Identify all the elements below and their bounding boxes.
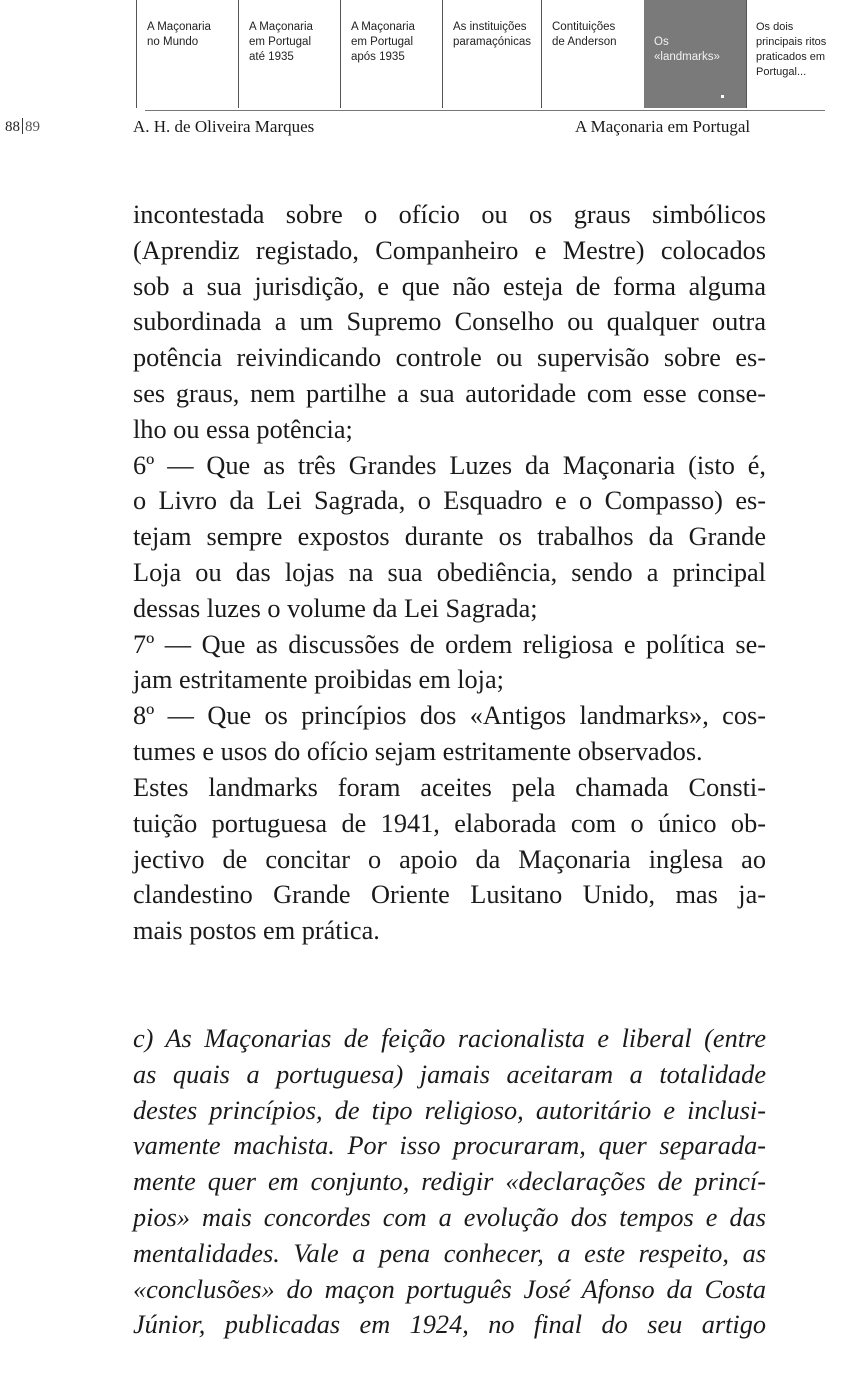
nav-tab-dois-ritos[interactable]: Os dois principais ritos praticados em Portugal... (756, 21, 827, 78)
page-numbers (5, 118, 40, 136)
text-line: (Aprendiz registado, Companheiro e Mestre) colocados (133, 235, 766, 265)
text-line: o Livro da Lei Sagrada, o Esquadro e o Compasso) es- (133, 486, 766, 516)
text-line: ses graus, nem partilhe a sua autoridade com esse conse- (133, 378, 766, 408)
nav-tab-portugal-ate-1935[interactable]: A Maçonaria em Portugal até 1935 (249, 21, 313, 63)
text-line: tuição portuguesa de 1941, elaborada com o único ob- (133, 808, 766, 838)
text-line: Loja ou das lojas na sua obediência, sendo a principal (133, 557, 766, 587)
text-line: subordinada a um Supremo Conselho ou qualquer outra (133, 307, 766, 337)
text-line: potência reivindicando controle ou supervisão sobre es- (133, 343, 766, 373)
text-line: clandestino Grande Oriente Lusitano Unido, mas ja- (133, 880, 766, 910)
nav-tab-landmarks[interactable] (644, 0, 746, 108)
text-line: dessas luzes o volume da Lei Sagrada; (133, 593, 538, 623)
text-line: destes princípios, de tipo religioso, autoritário e inclusi- (133, 1095, 766, 1125)
text-line: tumes e usos do ofício sejam estritamente observados. (133, 736, 703, 766)
text-line: vamente machista. Por isso procuraram, quer separada- (133, 1131, 766, 1161)
text-line: mais postos em prática. (133, 916, 380, 946)
text-line: 6º — Que as três Grandes Luzes da Maçonaria (isto é, (133, 450, 766, 480)
text-line: jam estritamente proibidas em loja; (133, 665, 504, 695)
running-head-title: A Maçonaria em Portugal (575, 117, 751, 136)
header-rule (145, 110, 825, 111)
text-line: «conclusões» do maçon português José Afonso da Costa (133, 1274, 766, 1304)
nav-tab-maconaria-no-mundo[interactable]: A Maçonaria no Mundo (147, 21, 211, 48)
text-line: pios» mais concordes com a evolução dos tempos e das (133, 1202, 766, 1232)
text-line: Estes landmarks foram aceites pela chamada Consti- (133, 773, 766, 802)
text-line: as quais a portuguesa) jamais aceitaram a totalidade (133, 1059, 766, 1089)
nav-tab-instituicoes-paramaconicas[interactable]: As instituições paramaçónicas (453, 21, 531, 48)
page-number-separator (22, 118, 23, 134)
body-paragraph-constitution-1941 (133, 770, 766, 949)
text-line: incontestada sobre o ofício ou os graus simbólicos (133, 200, 766, 229)
nav-tab-portugal-apos-1935[interactable]: A Maçonaria em Portugal após 1935 (351, 21, 415, 63)
text-line: mente quer em conjunto, redigir «declarações de princí- (133, 1167, 766, 1197)
page-number-right[interactable]: 89 (25, 119, 40, 135)
nav-tab-constituicoes-anderson[interactable]: Contituições de Anderson (552, 21, 617, 48)
text-line: lho ou essa potência; (133, 414, 353, 444)
section-nav (0, 0, 841, 112)
text-line: 7º — Que as discussões de ordem religiosa e política se- (133, 629, 766, 659)
text-line: Júnior, publicadas em 1924, no final do seu artigo (133, 1310, 766, 1340)
text-line: mentalidades. Vale a pena conhecer, a este respeito, as (133, 1238, 766, 1268)
body-paragraph-liberal-masonry (133, 1021, 766, 1343)
active-marker-dot (721, 95, 724, 98)
text-line: jectivo de concitar o apoio da Maçonaria inglesa ao (133, 844, 766, 874)
running-head-author: A. H. de Oliveira Marques (133, 117, 315, 136)
text-line: sob a sua jurisdição, e que não esteja de forma alguma (133, 271, 766, 301)
body-paragraph-principles (133, 197, 766, 770)
page-number-left[interactable]: 88 (5, 119, 20, 135)
nav-tab-landmarks-label: Os «landmarks» (654, 36, 720, 63)
text-line: 8º — Que os princípios dos «Antigos landmarks», cos- (133, 701, 766, 731)
text-line: c) As Maçonarias de feição racionalista e liberal (entre (133, 1024, 766, 1053)
text-line: tejam sempre expostos durante os trabalhos da Grande (133, 522, 766, 552)
